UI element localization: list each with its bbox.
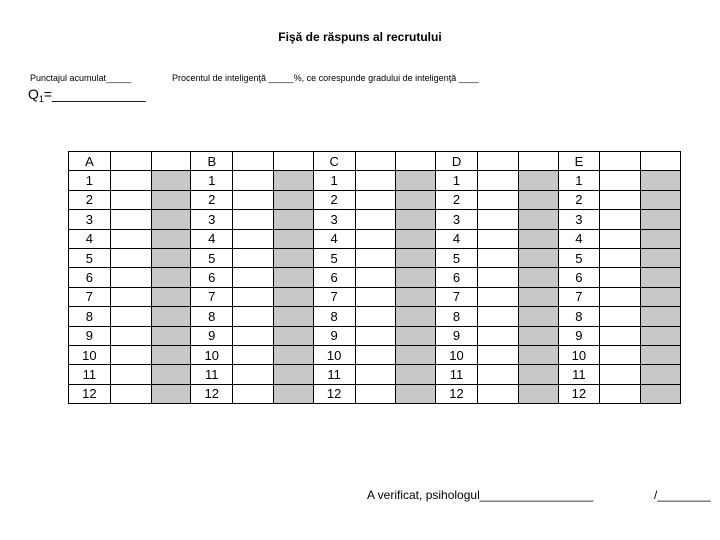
answer-grid xyxy=(68,151,681,404)
answer-cell[interactable] xyxy=(355,248,396,267)
score-cell xyxy=(151,365,191,384)
answer-cell[interactable] xyxy=(110,326,151,345)
question-number: 7 xyxy=(436,287,478,306)
answer-cell[interactable] xyxy=(355,345,396,364)
question-number: 4 xyxy=(558,229,600,248)
answer-cell[interactable] xyxy=(477,190,518,209)
answer-cell[interactable] xyxy=(600,152,641,171)
answer-cell[interactable] xyxy=(600,307,641,326)
question-number: 5 xyxy=(69,248,111,267)
question-number: 12 xyxy=(191,384,233,403)
score-cell xyxy=(273,345,313,364)
question-number: 2 xyxy=(191,190,233,209)
answer-cell[interactable] xyxy=(110,248,151,267)
answer-cell[interactable] xyxy=(477,307,518,326)
score-cell xyxy=(396,307,436,326)
question-number: 1 xyxy=(69,171,111,190)
score-cell xyxy=(273,229,313,248)
section-header: C xyxy=(313,152,355,171)
score-cell xyxy=(273,268,313,287)
score-cell xyxy=(151,345,191,364)
score-cell xyxy=(518,365,558,384)
question-number: 1 xyxy=(313,171,355,190)
answer-cell[interactable] xyxy=(355,365,396,384)
question-number: 5 xyxy=(313,248,355,267)
score-cell xyxy=(396,268,436,287)
score-cell xyxy=(641,171,681,190)
section-header: B xyxy=(191,152,233,171)
answer-row xyxy=(69,190,681,209)
answer-cell[interactable] xyxy=(233,345,274,364)
section-header: E xyxy=(558,152,600,171)
question-number: 3 xyxy=(191,210,233,229)
answer-row xyxy=(69,210,681,229)
question-number: 10 xyxy=(313,345,355,364)
answer-row xyxy=(69,171,681,190)
score-cell xyxy=(396,287,436,306)
score-cell xyxy=(396,190,436,209)
question-number: 9 xyxy=(191,326,233,345)
score-cell xyxy=(396,229,436,248)
answer-cell[interactable] xyxy=(477,248,518,267)
score-cell xyxy=(641,345,681,364)
question-number: 7 xyxy=(313,287,355,306)
score-cell xyxy=(151,229,191,248)
answer-cell[interactable] xyxy=(477,287,518,306)
answer-cell[interactable] xyxy=(233,210,274,229)
question-number: 12 xyxy=(436,384,478,403)
answer-cell[interactable] xyxy=(477,365,518,384)
question-number: 4 xyxy=(436,229,478,248)
answer-cell[interactable] xyxy=(600,210,641,229)
section-header: D xyxy=(436,152,478,171)
score-cell xyxy=(641,210,681,229)
question-number: 7 xyxy=(558,287,600,306)
score-cell xyxy=(518,229,558,248)
answer-cell[interactable] xyxy=(477,229,518,248)
answer-cell[interactable] xyxy=(600,229,641,248)
answer-cell[interactable] xyxy=(355,152,396,171)
answer-cell[interactable] xyxy=(110,171,151,190)
answer-cell[interactable] xyxy=(600,268,641,287)
answer-row xyxy=(69,326,681,345)
score-cell xyxy=(151,248,191,267)
answer-cell[interactable] xyxy=(600,326,641,345)
verified-by-psychologist: A verificat, psihologul_________________ xyxy=(367,488,594,502)
question-number: 1 xyxy=(558,171,600,190)
answer-cell[interactable] xyxy=(477,384,518,403)
score-cell xyxy=(518,345,558,364)
score-cell xyxy=(396,326,436,345)
answer-cell[interactable] xyxy=(233,287,274,306)
spacer-cell xyxy=(151,152,191,171)
question-number: 3 xyxy=(313,210,355,229)
score-cell xyxy=(396,171,436,190)
score-cell xyxy=(151,326,191,345)
score-cell xyxy=(273,190,313,209)
q1-letter: Q xyxy=(28,86,39,102)
score-cell xyxy=(151,190,191,209)
question-number: 8 xyxy=(313,307,355,326)
score-label: Punctajul acumulat_____ xyxy=(30,73,132,83)
answer-cell[interactable] xyxy=(110,229,151,248)
spacer-cell xyxy=(641,152,681,171)
answer-cell[interactable] xyxy=(477,326,518,345)
score-cell xyxy=(641,365,681,384)
score-cell xyxy=(273,384,313,403)
question-number: 3 xyxy=(436,210,478,229)
answer-cell[interactable] xyxy=(233,365,274,384)
answer-cell[interactable] xyxy=(600,345,641,364)
answer-cell[interactable] xyxy=(600,190,641,209)
answer-cell[interactable] xyxy=(355,229,396,248)
answer-cell[interactable] xyxy=(477,210,518,229)
question-number: 6 xyxy=(69,268,111,287)
answer-cell[interactable] xyxy=(233,307,274,326)
signature-line: /________ xyxy=(654,488,711,502)
answer-cell[interactable] xyxy=(355,384,396,403)
answer-cell[interactable] xyxy=(110,307,151,326)
question-number: 8 xyxy=(558,307,600,326)
question-number: 1 xyxy=(436,171,478,190)
score-cell xyxy=(518,384,558,403)
question-number: 3 xyxy=(558,210,600,229)
score-cell xyxy=(273,210,313,229)
score-cell xyxy=(641,190,681,209)
score-cell xyxy=(641,268,681,287)
spacer-cell xyxy=(518,152,558,171)
score-cell xyxy=(273,248,313,267)
answer-cell[interactable] xyxy=(355,190,396,209)
answer-row xyxy=(69,229,681,248)
answer-cell[interactable] xyxy=(355,268,396,287)
question-number: 4 xyxy=(69,229,111,248)
answer-cell[interactable] xyxy=(355,171,396,190)
answer-cell[interactable] xyxy=(233,229,274,248)
question-number: 9 xyxy=(436,326,478,345)
answer-cell[interactable] xyxy=(477,268,518,287)
score-cell xyxy=(641,384,681,403)
q1-line xyxy=(28,86,146,104)
question-number: 9 xyxy=(558,326,600,345)
score-cell xyxy=(641,229,681,248)
answer-cell[interactable] xyxy=(110,365,151,384)
question-number: 5 xyxy=(558,248,600,267)
question-number: 10 xyxy=(558,345,600,364)
question-number: 7 xyxy=(69,287,111,306)
question-number: 6 xyxy=(313,268,355,287)
percent-label: Procentul de inteligenţă _____%, ce corespunde gradului de inteligenţă ____ xyxy=(172,73,479,83)
q1-blank: =____________ xyxy=(43,86,146,102)
question-number: 6 xyxy=(191,268,233,287)
question-number: 11 xyxy=(313,365,355,384)
spacer-cell xyxy=(396,152,436,171)
answer-row xyxy=(69,268,681,287)
answer-cell[interactable] xyxy=(600,384,641,403)
answer-cell[interactable] xyxy=(233,384,274,403)
question-number: 2 xyxy=(313,190,355,209)
score-cell xyxy=(396,365,436,384)
question-number: 5 xyxy=(436,248,478,267)
score-cell xyxy=(151,307,191,326)
question-number: 1 xyxy=(191,171,233,190)
score-cell xyxy=(273,287,313,306)
answer-cell[interactable] xyxy=(355,210,396,229)
answer-cell[interactable] xyxy=(110,190,151,209)
question-number: 10 xyxy=(69,345,111,364)
answer-row xyxy=(69,365,681,384)
score-cell xyxy=(151,384,191,403)
question-number: 8 xyxy=(436,307,478,326)
question-number: 10 xyxy=(191,345,233,364)
question-number: 2 xyxy=(69,190,111,209)
answer-cell[interactable] xyxy=(600,248,641,267)
question-number: 6 xyxy=(436,268,478,287)
question-number: 4 xyxy=(191,229,233,248)
answer-cell[interactable] xyxy=(110,210,151,229)
score-cell xyxy=(641,307,681,326)
score-cell xyxy=(273,326,313,345)
question-number: 4 xyxy=(313,229,355,248)
question-number: 3 xyxy=(69,210,111,229)
answer-cell[interactable] xyxy=(233,268,274,287)
question-number: 7 xyxy=(191,287,233,306)
question-number: 5 xyxy=(191,248,233,267)
score-cell xyxy=(396,384,436,403)
score-cell xyxy=(641,248,681,267)
question-number: 9 xyxy=(69,326,111,345)
answer-cell[interactable] xyxy=(233,248,274,267)
answer-row xyxy=(69,384,681,403)
q1-subscript: 1 xyxy=(38,94,44,104)
answer-cell[interactable] xyxy=(233,190,274,209)
score-cell xyxy=(518,287,558,306)
score-cell xyxy=(518,210,558,229)
score-cell xyxy=(273,171,313,190)
score-cell xyxy=(273,307,313,326)
score-cell xyxy=(641,287,681,306)
answer-cell[interactable] xyxy=(110,384,151,403)
answer-cell[interactable] xyxy=(110,268,151,287)
answer-cell[interactable] xyxy=(477,171,518,190)
score-cell xyxy=(641,326,681,345)
answer-cell[interactable] xyxy=(110,152,151,171)
question-number: 12 xyxy=(558,384,600,403)
answer-cell[interactable] xyxy=(355,287,396,306)
question-number: 11 xyxy=(191,365,233,384)
question-number: 11 xyxy=(436,365,478,384)
score-cell xyxy=(518,268,558,287)
answer-cell[interactable] xyxy=(600,171,641,190)
section-header: A xyxy=(69,152,111,171)
score-cell xyxy=(518,171,558,190)
answer-cell[interactable] xyxy=(110,345,151,364)
score-cell xyxy=(151,171,191,190)
score-cell xyxy=(151,210,191,229)
score-cell xyxy=(518,326,558,345)
answer-row xyxy=(69,287,681,306)
answer-row xyxy=(69,248,681,267)
question-number: 2 xyxy=(436,190,478,209)
answer-cell[interactable] xyxy=(233,171,274,190)
question-number: 8 xyxy=(191,307,233,326)
score-cell xyxy=(273,365,313,384)
question-number: 8 xyxy=(69,307,111,326)
score-cell xyxy=(396,210,436,229)
answer-row xyxy=(69,345,681,364)
question-number: 10 xyxy=(436,345,478,364)
answer-cell[interactable] xyxy=(600,365,641,384)
spacer-cell xyxy=(273,152,313,171)
header-row xyxy=(69,152,681,171)
question-number: 12 xyxy=(69,384,111,403)
answer-row xyxy=(69,307,681,326)
answer-cell[interactable] xyxy=(110,287,151,306)
question-number: 12 xyxy=(313,384,355,403)
answer-cell[interactable] xyxy=(233,326,274,345)
answer-cell[interactable] xyxy=(600,287,641,306)
question-number: 11 xyxy=(558,365,600,384)
question-number: 9 xyxy=(313,326,355,345)
score-cell xyxy=(396,345,436,364)
score-cell xyxy=(151,268,191,287)
answer-cell[interactable] xyxy=(477,152,518,171)
question-number: 11 xyxy=(69,365,111,384)
question-number: 2 xyxy=(558,190,600,209)
answer-cell[interactable] xyxy=(355,307,396,326)
score-cell xyxy=(151,287,191,306)
answer-cell[interactable] xyxy=(233,152,274,171)
score-cell xyxy=(518,248,558,267)
answer-cell[interactable] xyxy=(477,345,518,364)
score-cell xyxy=(518,307,558,326)
score-cell xyxy=(518,190,558,209)
question-number: 6 xyxy=(558,268,600,287)
page-title: Fişă de răspuns al recrutului xyxy=(278,30,442,44)
score-cell xyxy=(396,248,436,267)
answer-cell[interactable] xyxy=(355,326,396,345)
